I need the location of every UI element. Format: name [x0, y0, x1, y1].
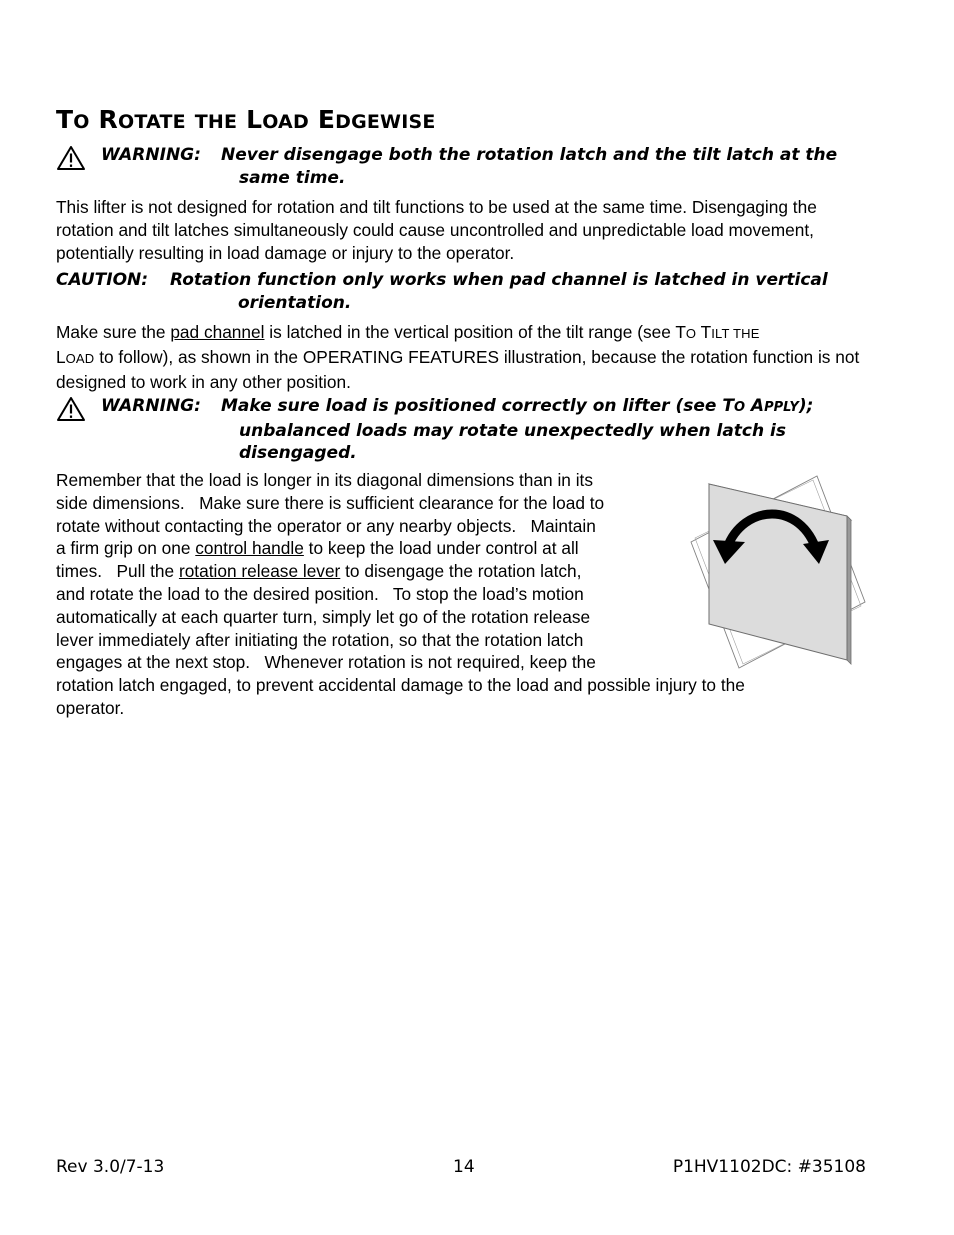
- cross-reference: T: [675, 322, 686, 342]
- warning-text: Never disengage both the rotation latch and the tilt latch at the same time.: [221, 145, 838, 188]
- warning-notice: [56, 144, 866, 189]
- text: a firm grip on one: [56, 538, 196, 559]
- warning-triangle-icon: [56, 396, 86, 422]
- text: Make sure the: [56, 322, 171, 342]
- paragraph: [56, 321, 868, 393]
- cross-reference: ILT THE: [711, 326, 760, 341]
- rotation-release-lever-term: rotation release lever: [178, 561, 341, 582]
- text: ); unbalanced loads may rotate unexpectedly when latch is disengaged.: [239, 396, 814, 463]
- pad-channel-term: pad channel: [170, 322, 265, 342]
- warning-text: [221, 395, 866, 465]
- caution-notice: [56, 269, 866, 314]
- text: to disengage the rotation latch,: [340, 561, 582, 582]
- heading-text: O: [73, 111, 90, 133]
- section-heading: [56, 105, 436, 137]
- text-line: and rotate the load to the desired position. To stop the load’s motion: [56, 583, 584, 604]
- warning-notice: [56, 395, 866, 465]
- text: is latched in the vertical position of the tilt range (see: [264, 322, 676, 342]
- control-handle-term: control handle: [195, 538, 304, 559]
- heading-text: R: [98, 105, 118, 134]
- footer-revision: Rev 3.0/7-13: [56, 1157, 165, 1177]
- text-line: side dimensions. Make sure there is sufficient clearance for the load to: [56, 492, 605, 513]
- heading-text: T: [56, 105, 74, 134]
- footer-page-number: 14: [453, 1157, 475, 1177]
- caution-label: CAUTION:: [56, 270, 149, 290]
- cross-reference: O: [685, 326, 697, 341]
- warning-label: WARNING:: [101, 145, 201, 165]
- heading-text: OAD: [262, 111, 309, 133]
- paragraph: This lifter is not designed for rotation and tilt functions to be used at the same time. Disengaging the rotation and tilt latches simultaneously could cause uncontrolled and unpredictable load movement, potentially resulting in load damage or injury to the operator.: [56, 197, 817, 263]
- text-line: engages at the next stop. Whenever rotation is not required, keep the: [56, 652, 596, 673]
- cross-reference: T: [696, 322, 712, 342]
- text-line: operator.: [56, 697, 125, 718]
- text-line: lever immediately after initiating the rotation, so that the rotation latch: [56, 629, 584, 650]
- heading-text: THE: [194, 111, 238, 133]
- document-page: [56, 0, 866, 1235]
- text-line: rotate without contacting the operator or any nearby objects. Maintain: [56, 515, 596, 536]
- text: Make sure load is positioned correctly on lifter (see: [221, 396, 723, 416]
- cross-reference: A: [745, 396, 765, 416]
- caution-text: Rotation function only works when pad channel is latched in vertical orientation.: [170, 270, 828, 313]
- cross-reference: O: [733, 400, 745, 415]
- heading-text: DGEWISE: [335, 111, 436, 133]
- text: times. Pull the: [56, 561, 179, 582]
- text-line: Remember that the load is longer in its diagonal dimensions than in its: [56, 470, 593, 490]
- footer-document-number: P1HV1102DC: #35108: [672, 1157, 866, 1177]
- text-line: rotation latch engaged, to prevent accidental damage to the load and possible injury to the: [56, 675, 745, 696]
- cross-reference: OAD: [65, 350, 95, 366]
- warning-label: WARNING:: [101, 396, 201, 416]
- cross-reference: L: [56, 346, 66, 367]
- warning-triangle-icon: [56, 145, 86, 171]
- cross-reference: T: [722, 396, 734, 416]
- rotate-load-illustration: [683, 468, 869, 674]
- cross-reference: PPLY: [764, 400, 799, 415]
- text-line: automatically at each quarter turn, simply let go of the rotation release: [56, 606, 591, 627]
- text: to keep the load under control at all: [303, 538, 579, 559]
- heading-text: L: [246, 105, 263, 134]
- heading-text: OTATE: [117, 111, 186, 133]
- text: to follow), as shown in the OPERATING FEATURES illustration, because the rotation function is not designed to work in any other position.: [56, 346, 860, 392]
- heading-text: E: [317, 105, 336, 134]
